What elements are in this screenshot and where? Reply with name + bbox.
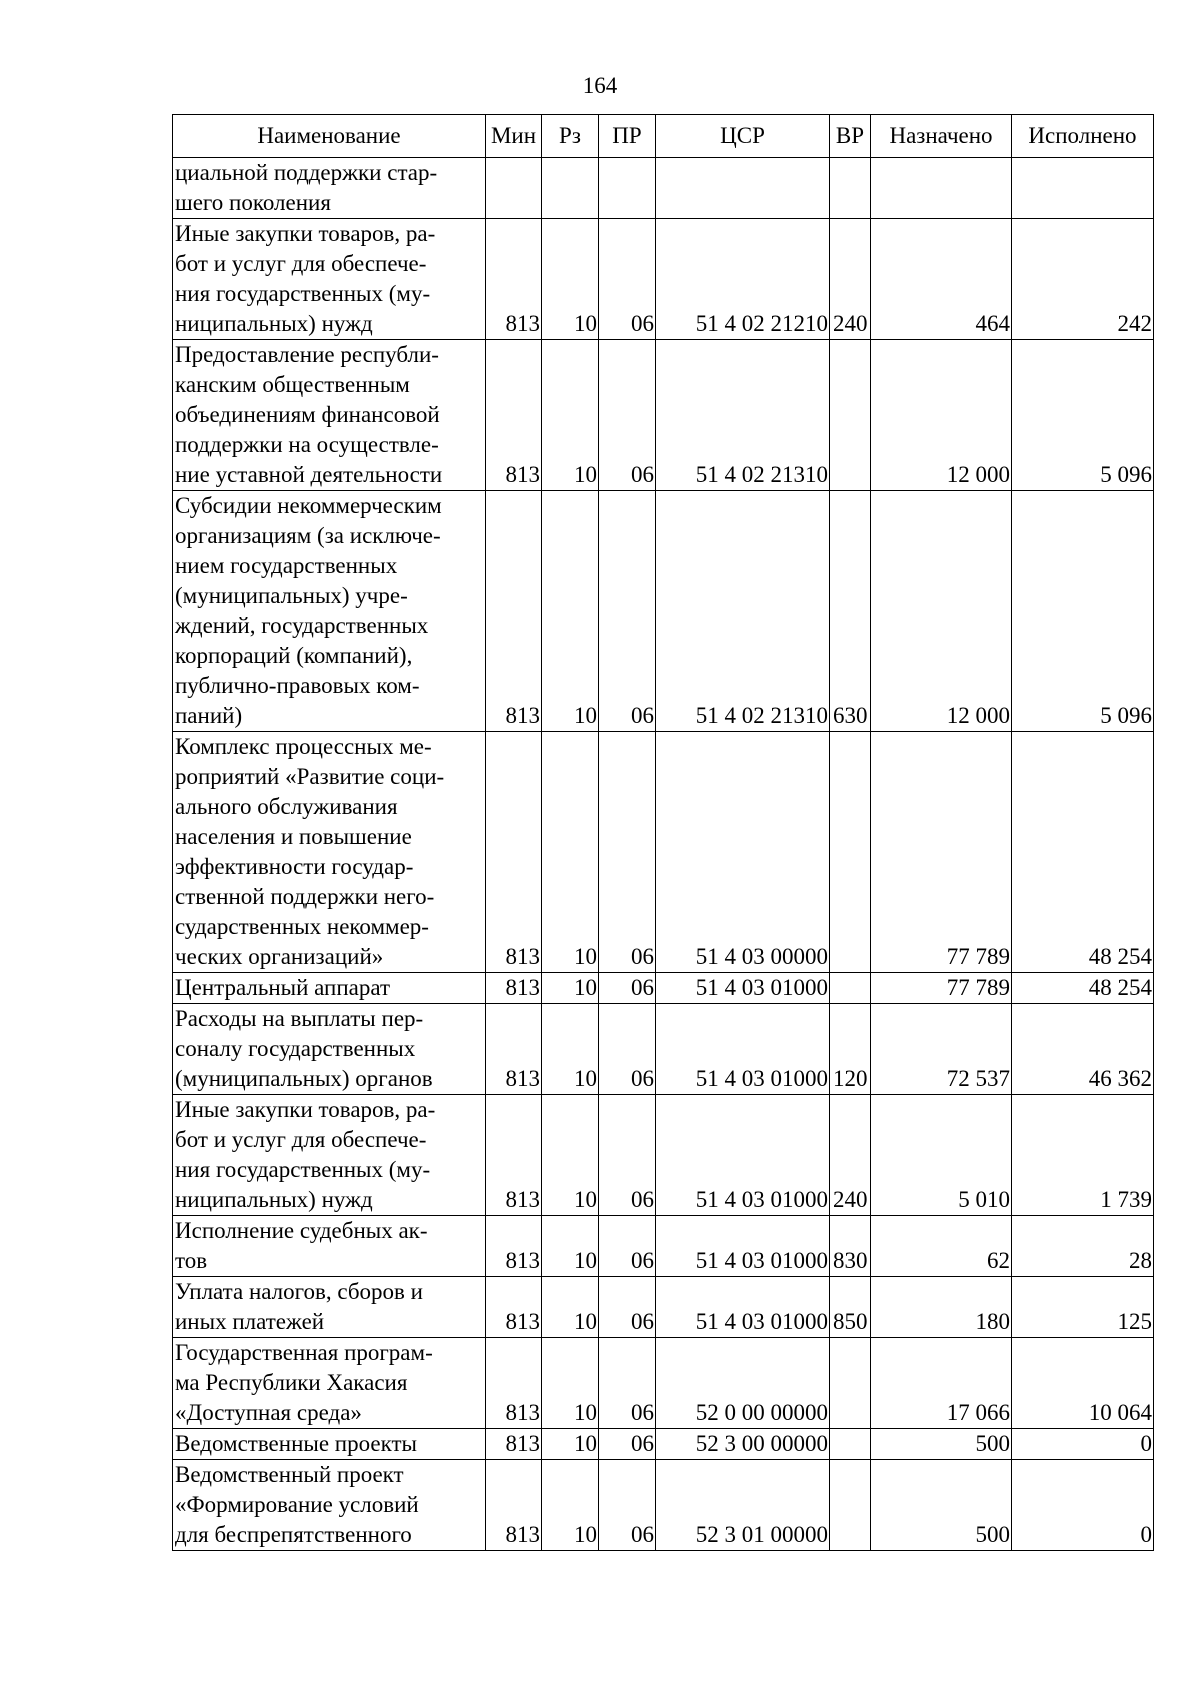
cell-executed: 1 739 xyxy=(1012,1095,1154,1216)
cell-min: 813 xyxy=(486,1460,542,1551)
cell-assigned: 77 789 xyxy=(871,973,1012,1004)
cell-executed: 46 362 xyxy=(1012,1004,1154,1095)
table-header-row xyxy=(173,115,1154,158)
cell-assigned: 12 000 xyxy=(871,491,1012,732)
cell-assigned: 17 066 xyxy=(871,1338,1012,1429)
cell-name-line: ственной поддержки него- xyxy=(175,884,435,909)
cell-min: 813 xyxy=(486,973,542,1004)
cell-executed: 48 254 xyxy=(1012,973,1154,1004)
cell-name-line: корпораций (компаний), xyxy=(175,643,413,668)
cell-name-line: Исполнение судебных ак- xyxy=(175,1218,428,1243)
cell-name-line: канским общественным xyxy=(175,372,410,397)
cell-vr: 240 xyxy=(830,219,871,340)
cell-executed: 0 xyxy=(1012,1460,1154,1551)
cell-min: 813 xyxy=(486,1004,542,1095)
cell-rz: 10 xyxy=(542,1277,599,1338)
cell-name-line: Ведомственные проекты xyxy=(175,1431,417,1456)
cell-pr: 06 xyxy=(599,491,656,732)
cell-vr xyxy=(830,158,871,219)
cell-assigned: 72 537 xyxy=(871,1004,1012,1095)
cell-vr xyxy=(830,340,871,491)
cell-name xyxy=(173,158,486,219)
cell-min: 813 xyxy=(486,1338,542,1429)
cell-min: 813 xyxy=(486,340,542,491)
table-row xyxy=(173,219,1154,340)
cell-csr xyxy=(656,158,830,219)
cell-csr: 51 4 03 01000 xyxy=(656,973,830,1004)
table-body xyxy=(173,158,1154,1551)
cell-name-line: Государственная програм- xyxy=(175,1340,433,1365)
cell-name xyxy=(173,491,486,732)
cell-name-line: объединениям финансовой xyxy=(175,402,440,427)
cell-rz: 10 xyxy=(542,732,599,973)
table-row xyxy=(173,340,1154,491)
cell-csr: 51 4 02 21310 xyxy=(656,340,830,491)
cell-vr xyxy=(830,973,871,1004)
cell-name-line: соналу государственных xyxy=(175,1036,416,1061)
header-min: Мин xyxy=(486,115,542,158)
cell-executed: 5 096 xyxy=(1012,340,1154,491)
header-rz: Рз xyxy=(542,115,599,158)
cell-name-line: для беспрепятственного xyxy=(175,1522,412,1547)
cell-name-line: Ведомственный проект xyxy=(175,1462,404,1487)
header-name: Наименование xyxy=(173,115,486,158)
cell-name xyxy=(173,1277,486,1338)
cell-name-line: населения и повышение xyxy=(175,824,412,849)
cell-rz: 10 xyxy=(542,491,599,732)
cell-name-line: сударственных некоммер- xyxy=(175,914,429,939)
cell-min: 813 xyxy=(486,1429,542,1460)
cell-executed: 48 254 xyxy=(1012,732,1154,973)
cell-name xyxy=(173,1429,486,1460)
cell-assigned: 500 xyxy=(871,1429,1012,1460)
cell-csr: 51 4 02 21310 xyxy=(656,491,830,732)
cell-name xyxy=(173,1004,486,1095)
table-row xyxy=(173,491,1154,732)
cell-pr: 06 xyxy=(599,1338,656,1429)
cell-name-line: шего поколения xyxy=(175,190,331,215)
cell-pr: 06 xyxy=(599,1277,656,1338)
cell-assigned: 62 xyxy=(871,1216,1012,1277)
cell-name-line: ния государственных (му- xyxy=(175,1157,431,1182)
cell-executed: 125 xyxy=(1012,1277,1154,1338)
cell-name-line: «Доступная среда» xyxy=(175,1400,362,1425)
cell-name xyxy=(173,219,486,340)
cell-executed xyxy=(1012,158,1154,219)
cell-name-line: Предоставление республи- xyxy=(175,342,439,367)
cell-vr xyxy=(830,1460,871,1551)
cell-pr: 06 xyxy=(599,1004,656,1095)
cell-name-line: Иные закупки товаров, ра- xyxy=(175,1097,436,1122)
cell-name-line: иных платежей xyxy=(175,1309,325,1334)
cell-rz: 10 xyxy=(542,1429,599,1460)
table-row xyxy=(173,1095,1154,1216)
cell-min: 813 xyxy=(486,491,542,732)
cell-csr: 51 4 03 01000 xyxy=(656,1216,830,1277)
cell-name-line: бот и услуг для обеспече- xyxy=(175,1127,427,1152)
header-vr: ВР xyxy=(830,115,871,158)
cell-assigned: 5 010 xyxy=(871,1095,1012,1216)
header-csr: ЦСР xyxy=(656,115,830,158)
cell-pr: 06 xyxy=(599,1460,656,1551)
cell-name-line: публично-правовых ком- xyxy=(175,673,420,698)
cell-name-line: «Формирование условий xyxy=(175,1492,419,1517)
cell-assigned: 12 000 xyxy=(871,340,1012,491)
cell-assigned: 77 789 xyxy=(871,732,1012,973)
table-row xyxy=(173,1277,1154,1338)
cell-name-line: ниципальных) нужд xyxy=(175,1187,373,1212)
header-pr: ПР xyxy=(599,115,656,158)
header-executed: Исполнено xyxy=(1012,115,1154,158)
cell-vr xyxy=(830,732,871,973)
cell-pr: 06 xyxy=(599,1095,656,1216)
cell-name-line: нием государственных xyxy=(175,553,398,578)
table-row xyxy=(173,732,1154,973)
table-row xyxy=(173,1216,1154,1277)
table-row xyxy=(173,1460,1154,1551)
cell-name-line: Комплекс процессных ме- xyxy=(175,734,432,759)
cell-name-line: бот и услуг для обеспече- xyxy=(175,251,427,276)
cell-min: 813 xyxy=(486,732,542,973)
cell-csr: 51 4 03 01000 xyxy=(656,1095,830,1216)
cell-csr: 52 3 00 00000 xyxy=(656,1429,830,1460)
cell-executed: 242 xyxy=(1012,219,1154,340)
cell-vr: 120 xyxy=(830,1004,871,1095)
cell-pr: 06 xyxy=(599,973,656,1004)
cell-rz: 10 xyxy=(542,1095,599,1216)
table-row xyxy=(173,1429,1154,1460)
cell-name xyxy=(173,973,486,1004)
cell-assigned: 464 xyxy=(871,219,1012,340)
cell-pr: 06 xyxy=(599,732,656,973)
cell-vr: 830 xyxy=(830,1216,871,1277)
cell-assigned: 500 xyxy=(871,1460,1012,1551)
cell-rz: 10 xyxy=(542,1460,599,1551)
cell-executed: 0 xyxy=(1012,1429,1154,1460)
cell-name-line: организациям (за исключе- xyxy=(175,523,441,548)
cell-name-line: ма Республики Хакасия xyxy=(175,1370,408,1395)
cell-name-line: ческих организаций» xyxy=(175,944,384,969)
cell-rz: 10 xyxy=(542,1004,599,1095)
cell-pr: 06 xyxy=(599,219,656,340)
cell-csr: 51 4 03 01000 xyxy=(656,1277,830,1338)
cell-min: 813 xyxy=(486,1277,542,1338)
cell-min: 813 xyxy=(486,219,542,340)
cell-name xyxy=(173,340,486,491)
cell-csr: 51 4 02 21210 xyxy=(656,219,830,340)
cell-executed: 5 096 xyxy=(1012,491,1154,732)
cell-name-line: ния государственных (му- xyxy=(175,281,431,306)
cell-pr: 06 xyxy=(599,1216,656,1277)
header-assigned: Назначено xyxy=(871,115,1012,158)
cell-name-line: циальной поддержки стар- xyxy=(175,160,438,185)
cell-name-line: ние уставной деятельности xyxy=(175,462,443,487)
cell-rz: 10 xyxy=(542,973,599,1004)
table-row xyxy=(173,1004,1154,1095)
cell-vr xyxy=(830,1429,871,1460)
cell-name-line: паний) xyxy=(175,703,243,728)
cell-name-line: Расходы на выплаты пер- xyxy=(175,1006,424,1031)
cell-rz: 10 xyxy=(542,1216,599,1277)
cell-pr: 06 xyxy=(599,1429,656,1460)
cell-name-line: ждений, государственных xyxy=(175,613,429,638)
cell-name-line: тов xyxy=(175,1248,208,1273)
cell-rz: 10 xyxy=(542,1338,599,1429)
cell-name xyxy=(173,1338,486,1429)
cell-vr: 630 xyxy=(830,491,871,732)
cell-rz: 10 xyxy=(542,219,599,340)
cell-name-line: роприятий «Развитие соци- xyxy=(175,764,445,789)
cell-name xyxy=(173,732,486,973)
table-row xyxy=(173,158,1154,219)
cell-executed: 28 xyxy=(1012,1216,1154,1277)
cell-vr: 240 xyxy=(830,1095,871,1216)
cell-name-line: (муниципальных) учре- xyxy=(175,583,408,608)
cell-name-line: Центральный аппарат xyxy=(175,975,391,1000)
cell-executed: 10 064 xyxy=(1012,1338,1154,1429)
cell-name xyxy=(173,1216,486,1277)
table-row xyxy=(173,1338,1154,1429)
cell-name-line: ального обслуживания xyxy=(175,794,398,819)
page-number: 164 xyxy=(582,73,618,98)
cell-pr: 06 xyxy=(599,340,656,491)
cell-vr xyxy=(830,1338,871,1429)
cell-name-line: Иные закупки товаров, ра- xyxy=(175,221,436,246)
cell-name xyxy=(173,1460,486,1551)
cell-csr: 52 0 00 00000 xyxy=(656,1338,830,1429)
cell-pr xyxy=(599,158,656,219)
cell-min: 813 xyxy=(486,1216,542,1277)
cell-name xyxy=(173,1095,486,1216)
table-row xyxy=(173,973,1154,1004)
budget-table xyxy=(172,114,1154,1551)
cell-name-line: поддержки на осуществле- xyxy=(175,432,439,457)
cell-name-line: эффективности государ- xyxy=(175,854,414,879)
cell-assigned xyxy=(871,158,1012,219)
cell-assigned: 180 xyxy=(871,1277,1012,1338)
cell-name-line: ниципальных) нужд xyxy=(175,311,373,336)
cell-vr: 850 xyxy=(830,1277,871,1338)
cell-csr: 51 4 03 01000 xyxy=(656,1004,830,1095)
cell-name-line: Уплата налогов, сборов и xyxy=(175,1279,423,1304)
cell-min xyxy=(486,158,542,219)
cell-csr: 51 4 03 00000 xyxy=(656,732,830,973)
cell-rz xyxy=(542,158,599,219)
cell-name-line: Субсидии некоммерческим xyxy=(175,493,442,518)
cell-min: 813 xyxy=(486,1095,542,1216)
cell-rz: 10 xyxy=(542,340,599,491)
cell-name-line: (муниципальных) органов xyxy=(175,1066,433,1091)
cell-csr: 52 3 01 00000 xyxy=(656,1460,830,1551)
